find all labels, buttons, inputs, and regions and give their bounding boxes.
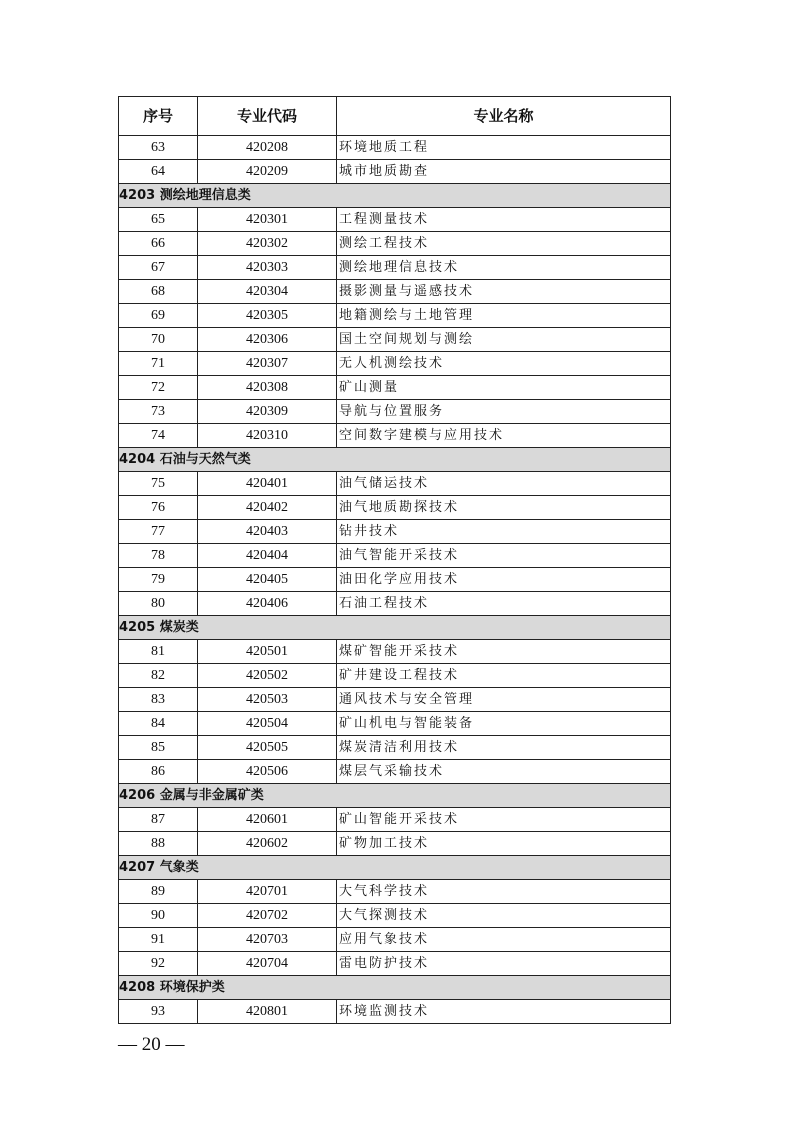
- name-cell: 煤矿智能开采技术: [337, 640, 671, 664]
- table-row: [119, 640, 671, 664]
- table-row: [119, 880, 671, 904]
- seq-cell: 63: [119, 136, 198, 160]
- table-row: [119, 808, 671, 832]
- code-cell: 420506: [198, 760, 337, 784]
- table-row: [119, 592, 671, 616]
- code-cell: 420301: [198, 208, 337, 232]
- name-cell: 大气科学技术: [337, 880, 671, 904]
- name-cell: 工程测量技术: [337, 208, 671, 232]
- table-row: [119, 304, 671, 328]
- table-row: [119, 160, 671, 184]
- majors-table: [118, 96, 671, 1024]
- name-cell: 测绘地理信息技术: [337, 256, 671, 280]
- code-cell: 420406: [198, 592, 337, 616]
- code-cell: 420403: [198, 520, 337, 544]
- seq-cell: 76: [119, 496, 198, 520]
- seq-cell: 74: [119, 424, 198, 448]
- seq-cell: 75: [119, 472, 198, 496]
- name-cell: 大气探测技术: [337, 904, 671, 928]
- seq-cell: 90: [119, 904, 198, 928]
- name-cell: 地籍测绘与土地管理: [337, 304, 671, 328]
- code-cell: 420703: [198, 928, 337, 952]
- seq-cell: 89: [119, 880, 198, 904]
- name-cell: 石油工程技术: [337, 592, 671, 616]
- seq-cell: 93: [119, 1000, 198, 1024]
- table-row: [119, 952, 671, 976]
- category-row: [119, 184, 671, 208]
- code-cell: 420504: [198, 712, 337, 736]
- code-cell: 420602: [198, 832, 337, 856]
- seq-cell: 71: [119, 352, 198, 376]
- code-cell: 420208: [198, 136, 337, 160]
- table-row: [119, 472, 671, 496]
- category-row: [119, 616, 671, 640]
- code-cell: 420307: [198, 352, 337, 376]
- table-row: [119, 688, 671, 712]
- code-cell: 420702: [198, 904, 337, 928]
- category-row: [119, 784, 671, 808]
- table-row: [119, 496, 671, 520]
- name-cell: 钻井技术: [337, 520, 671, 544]
- code-cell: 420501: [198, 640, 337, 664]
- name-cell: 油气智能开采技术: [337, 544, 671, 568]
- table-row: [119, 376, 671, 400]
- code-cell: 420309: [198, 400, 337, 424]
- table-row: [119, 352, 671, 376]
- name-cell: 环境地质工程: [337, 136, 671, 160]
- seq-cell: 86: [119, 760, 198, 784]
- name-cell: 矿山智能开采技术: [337, 808, 671, 832]
- code-cell: 420303: [198, 256, 337, 280]
- table-row: [119, 568, 671, 592]
- seq-cell: 88: [119, 832, 198, 856]
- seq-cell: 81: [119, 640, 198, 664]
- seq-cell: 91: [119, 928, 198, 952]
- name-cell: 环境监测技术: [337, 1000, 671, 1024]
- name-cell: 城市地质勘查: [337, 160, 671, 184]
- table-body: [119, 136, 671, 1024]
- code-cell: 420505: [198, 736, 337, 760]
- code-cell: 420405: [198, 568, 337, 592]
- code-cell: 420503: [198, 688, 337, 712]
- seq-cell: 92: [119, 952, 198, 976]
- category-row: [119, 976, 671, 1000]
- code-cell: 420701: [198, 880, 337, 904]
- table-row: [119, 280, 671, 304]
- name-cell: 摄影测量与遥感技术: [337, 280, 671, 304]
- table-row: [119, 328, 671, 352]
- header-name: 专业名称: [337, 97, 671, 136]
- table-row: [119, 520, 671, 544]
- name-cell: 煤层气采输技术: [337, 760, 671, 784]
- code-cell: 420401: [198, 472, 337, 496]
- header-code: 专业代码: [198, 97, 337, 136]
- table-row: [119, 256, 671, 280]
- name-cell: 空间数字建模与应用技术: [337, 424, 671, 448]
- seq-cell: 83: [119, 688, 198, 712]
- seq-cell: 78: [119, 544, 198, 568]
- table-row: [119, 136, 671, 160]
- name-cell: 通风技术与安全管理: [337, 688, 671, 712]
- code-cell: 420801: [198, 1000, 337, 1024]
- name-cell: 矿井建设工程技术: [337, 664, 671, 688]
- code-cell: 420404: [198, 544, 337, 568]
- seq-cell: 69: [119, 304, 198, 328]
- seq-cell: 82: [119, 664, 198, 688]
- name-cell: 矿山测量: [337, 376, 671, 400]
- seq-cell: 68: [119, 280, 198, 304]
- code-cell: 420502: [198, 664, 337, 688]
- code-cell: 420310: [198, 424, 337, 448]
- code-cell: 420306: [198, 328, 337, 352]
- table-row: [119, 1000, 671, 1024]
- table-row: [119, 736, 671, 760]
- name-cell: 矿山机电与智能装备: [337, 712, 671, 736]
- seq-cell: 77: [119, 520, 198, 544]
- table-row: [119, 832, 671, 856]
- seq-cell: 70: [119, 328, 198, 352]
- name-cell: 煤炭清洁利用技术: [337, 736, 671, 760]
- category-label: 4205 煤炭类: [119, 616, 671, 640]
- table-row: [119, 904, 671, 928]
- name-cell: 导航与位置服务: [337, 400, 671, 424]
- header-seq: 序号: [119, 97, 198, 136]
- name-cell: 测绘工程技术: [337, 232, 671, 256]
- name-cell: 应用气象技术: [337, 928, 671, 952]
- table-row: [119, 664, 671, 688]
- name-cell: 雷电防护技术: [337, 952, 671, 976]
- category-label: 4203 测绘地理信息类: [119, 184, 671, 208]
- category-label: 4207 气象类: [119, 856, 671, 880]
- seq-cell: 87: [119, 808, 198, 832]
- table-row: [119, 208, 671, 232]
- seq-cell: 65: [119, 208, 198, 232]
- code-cell: 420601: [198, 808, 337, 832]
- code-cell: 420305: [198, 304, 337, 328]
- code-cell: 420704: [198, 952, 337, 976]
- seq-cell: 80: [119, 592, 198, 616]
- seq-cell: 85: [119, 736, 198, 760]
- category-row: [119, 448, 671, 472]
- name-cell: 国土空间规划与测绘: [337, 328, 671, 352]
- table-row: [119, 760, 671, 784]
- code-cell: 420402: [198, 496, 337, 520]
- table-row: [119, 712, 671, 736]
- table-header-row: [119, 97, 671, 136]
- seq-cell: 84: [119, 712, 198, 736]
- code-cell: 420308: [198, 376, 337, 400]
- category-label: 4206 金属与非金属矿类: [119, 784, 671, 808]
- table-row: [119, 424, 671, 448]
- name-cell: 油气储运技术: [337, 472, 671, 496]
- seq-cell: 66: [119, 232, 198, 256]
- category-label: 4204 石油与天然气类: [119, 448, 671, 472]
- seq-cell: 73: [119, 400, 198, 424]
- seq-cell: 79: [119, 568, 198, 592]
- name-cell: 油田化学应用技术: [337, 568, 671, 592]
- table-row: [119, 232, 671, 256]
- category-label: 4208 环境保护类: [119, 976, 671, 1000]
- page-number: — 20 —: [118, 1034, 185, 1055]
- code-cell: 420302: [198, 232, 337, 256]
- table-row: [119, 400, 671, 424]
- seq-cell: 67: [119, 256, 198, 280]
- category-row: [119, 856, 671, 880]
- name-cell: 矿物加工技术: [337, 832, 671, 856]
- table-row: [119, 544, 671, 568]
- name-cell: 油气地质勘探技术: [337, 496, 671, 520]
- name-cell: 无人机测绘技术: [337, 352, 671, 376]
- seq-cell: 72: [119, 376, 198, 400]
- table-row: [119, 928, 671, 952]
- seq-cell: 64: [119, 160, 198, 184]
- code-cell: 420209: [198, 160, 337, 184]
- code-cell: 420304: [198, 280, 337, 304]
